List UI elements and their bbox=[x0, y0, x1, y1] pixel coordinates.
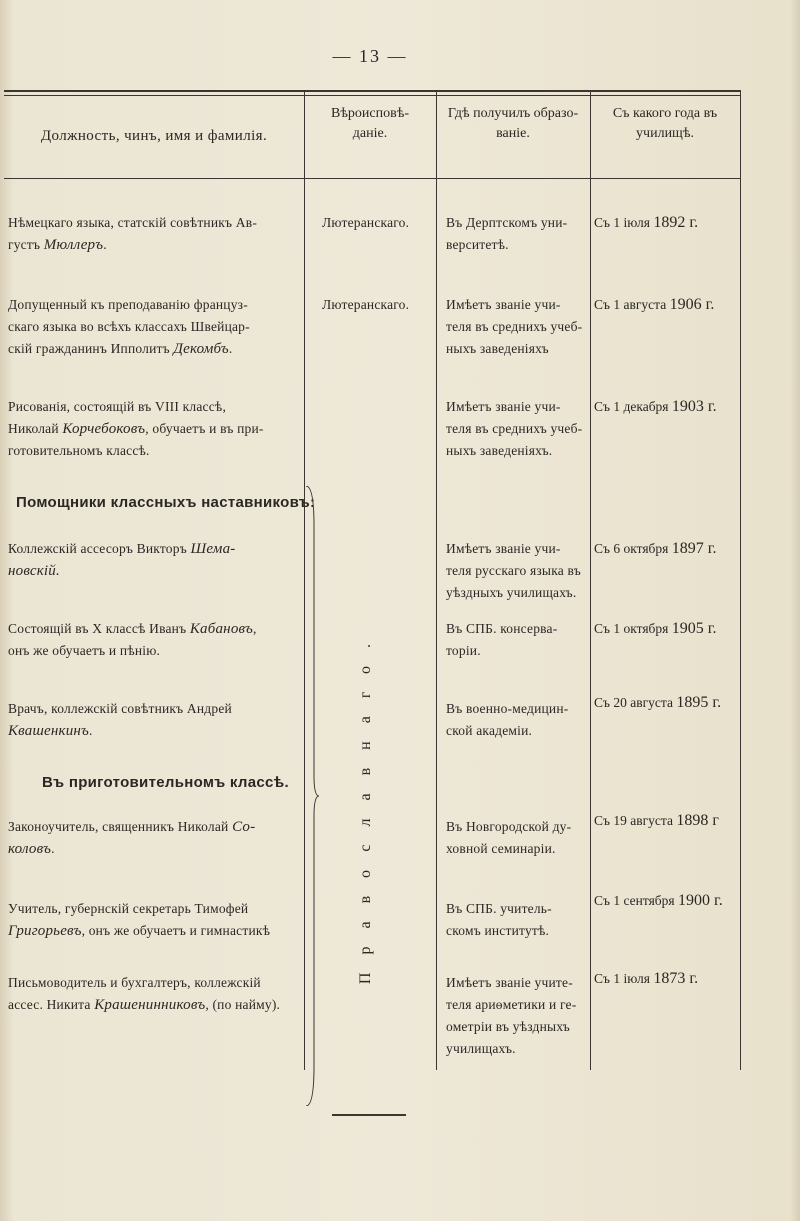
position-line: Нѣмецкаго языка, статскій совѣтникъ Ав- bbox=[8, 215, 258, 230]
table-row-position bbox=[8, 618, 302, 662]
education-line: торіи. bbox=[446, 643, 481, 658]
education-line: скомъ институтѣ. bbox=[446, 923, 550, 938]
position-line: Учитель, губернскій секретарь Тимофей bbox=[8, 901, 249, 916]
education-line: Въ военно-медицин- bbox=[446, 701, 569, 716]
header-since-line: училищѣ. bbox=[636, 126, 694, 141]
position-line: Состоящій въ X классѣ Иванъ bbox=[8, 621, 190, 636]
header-bottom-rule bbox=[4, 178, 740, 179]
position-line: готовительномъ классѣ. bbox=[8, 443, 150, 458]
education-value bbox=[446, 698, 568, 742]
education-value bbox=[446, 294, 582, 360]
staff-name-cont: коловъ bbox=[8, 841, 52, 857]
section-heading-assistants: Помощники классныхъ наставниковъ: bbox=[16, 494, 316, 511]
education-value bbox=[446, 396, 582, 462]
education-value bbox=[446, 898, 552, 942]
table-top-rule bbox=[4, 90, 740, 92]
education-line: Имѣетъ званіе учи- bbox=[446, 297, 561, 312]
header-religion bbox=[304, 104, 436, 144]
education-line: ныхъ заведеніяхъ bbox=[446, 341, 549, 356]
since-year: 1892 г. bbox=[653, 214, 699, 231]
since-value bbox=[594, 212, 742, 234]
table-row-position bbox=[8, 396, 302, 462]
education-line: теля въ среднихъ учеб- bbox=[446, 319, 583, 334]
staff-name: Декомбъ bbox=[173, 341, 229, 357]
religion-value: Лютеранскаго. bbox=[322, 297, 410, 312]
since-date: Съ 19 августа bbox=[594, 813, 677, 828]
position-line: скій гражданинъ Ипполитъ bbox=[8, 341, 174, 356]
education-line: Имѣетъ званіе учи- bbox=[446, 541, 561, 556]
name-suffix: . bbox=[89, 723, 93, 738]
education-line: Въ Новгородской ду- bbox=[446, 819, 572, 834]
education-line: теля въ среднихъ учеб- bbox=[446, 421, 583, 436]
staff-name: Мюллеръ bbox=[43, 237, 104, 253]
position-line: обучаетъ и въ при- bbox=[152, 421, 264, 436]
education-line: ской академіи. bbox=[446, 723, 533, 738]
since-year: 1906 г. bbox=[669, 296, 715, 313]
since-value bbox=[594, 890, 742, 912]
education-value bbox=[446, 212, 567, 256]
religion-value: Лютеранскаго. bbox=[322, 215, 410, 230]
since-year: 1903 г. bbox=[671, 398, 717, 415]
table-row-position bbox=[8, 698, 302, 742]
staff-name: Шема- bbox=[190, 541, 236, 557]
since-year: 1900 г. bbox=[678, 892, 723, 909]
since-date: Съ 1 сентября bbox=[594, 893, 678, 908]
staff-name: Кабановъ bbox=[189, 621, 254, 637]
position-line: Коллежскій ассесоръ Викторъ bbox=[8, 541, 191, 556]
since-date: Съ 1 декабря bbox=[594, 399, 672, 414]
position-line: ассес. Никита bbox=[8, 997, 95, 1012]
section-heading-preparatory: Въ приготовительномъ классѣ. bbox=[42, 774, 289, 791]
table-row-position bbox=[8, 816, 302, 860]
education-line: Въ СПБ. консерва- bbox=[446, 621, 558, 636]
table-top-rule-thin bbox=[4, 95, 740, 96]
header-education-line: ваніе. bbox=[496, 126, 530, 141]
education-line: уѣздныхъ училищахъ. bbox=[446, 585, 577, 600]
position-line: онъ же обучаетъ и гимнастикѣ bbox=[88, 923, 271, 938]
since-value bbox=[594, 618, 742, 640]
education-value bbox=[446, 618, 557, 662]
since-value bbox=[594, 538, 742, 560]
position-line: густъ bbox=[8, 237, 44, 252]
since-year: 1895 г. bbox=[676, 694, 722, 711]
grouping-brace bbox=[304, 486, 320, 1106]
staff-name: Корчебоковъ bbox=[62, 421, 146, 437]
name-suffix: , bbox=[253, 621, 257, 636]
education-value bbox=[446, 972, 576, 1060]
column-divider bbox=[436, 90, 437, 1070]
name-suffix: , bbox=[205, 997, 209, 1012]
table-row-position bbox=[8, 212, 302, 256]
education-line: Имѣетъ званіе учи- bbox=[446, 399, 561, 414]
education-line: ометріи въ уѣздныхъ bbox=[446, 1019, 570, 1034]
bottom-rule bbox=[332, 1114, 406, 1116]
since-value bbox=[594, 294, 742, 316]
education-line: теля русскаго языка въ bbox=[446, 563, 581, 578]
since-date: Съ 20 августа bbox=[594, 695, 677, 710]
education-value bbox=[446, 816, 571, 860]
header-religion-line: Вѣроисповѣ- bbox=[330, 106, 409, 121]
staff-name-cont: новскій. bbox=[8, 563, 60, 579]
education-value bbox=[446, 538, 581, 604]
staff-name: Со- bbox=[232, 819, 256, 835]
column-divider bbox=[740, 90, 741, 1070]
position-line: Врачъ, коллежскій совѣтникъ Андрей bbox=[8, 701, 232, 716]
staff-name: Квашенкинъ bbox=[8, 723, 90, 739]
name-suffix: . bbox=[51, 841, 55, 856]
since-value bbox=[594, 810, 742, 832]
name-suffix: . bbox=[228, 341, 233, 356]
name-suffix: , bbox=[81, 923, 86, 938]
name-suffix: . bbox=[103, 237, 107, 252]
since-date: Съ 1 октября bbox=[594, 621, 672, 636]
position-line: Письмоводитель и бухгалтеръ, коллежскій bbox=[8, 975, 261, 990]
header-since-line: Съ какого года въ bbox=[612, 106, 718, 121]
position-line: (по найму). bbox=[212, 997, 281, 1012]
position-line: скаго языка во всѣхъ классахъ Швейцар- bbox=[8, 319, 250, 334]
position-line: онъ же обучаетъ и пѣнію. bbox=[8, 643, 161, 658]
since-year: 1897 г. bbox=[671, 540, 717, 557]
education-line: Имѣетъ званіе учите- bbox=[446, 975, 573, 990]
page-number: — 13 — bbox=[332, 46, 408, 66]
since-date: Съ 1 августа bbox=[594, 297, 670, 312]
header-education bbox=[436, 104, 590, 144]
since-year: 1905 г. bbox=[671, 620, 717, 637]
position-line: Рисованія, состоящій въ VIII классѣ, bbox=[8, 399, 227, 414]
since-value bbox=[594, 968, 742, 990]
name-suffix: , bbox=[145, 421, 149, 436]
education-line: теля ариѳметики и ге- bbox=[446, 997, 577, 1012]
column-divider bbox=[590, 90, 591, 1070]
since-date: Съ 6 октября bbox=[594, 541, 672, 556]
staff-name: Крашенинниковъ bbox=[94, 997, 206, 1013]
since-year: 1898 г bbox=[676, 812, 719, 829]
table-row-position bbox=[8, 972, 306, 1016]
since-year: 1873 г. bbox=[653, 970, 699, 987]
header-religion-line: даніе. bbox=[352, 126, 388, 141]
table-row-position bbox=[8, 538, 302, 582]
education-line: ныхъ заведеніяхъ. bbox=[446, 443, 553, 458]
education-line: Въ СПБ. учитель- bbox=[446, 901, 552, 916]
staff-table bbox=[4, 90, 740, 1070]
since-date: Съ 1 іюля bbox=[594, 215, 654, 230]
table-row-position bbox=[8, 898, 302, 942]
staff-name: Григорьевъ bbox=[8, 923, 82, 939]
position-line: Допущенный къ преподаванію француз- bbox=[8, 297, 248, 312]
header-education-line: Гдѣ получилъ образо- bbox=[447, 106, 579, 121]
shared-religion-label: Православнаго. bbox=[357, 626, 374, 985]
education-line: училищахъ. bbox=[446, 1041, 516, 1056]
since-value bbox=[594, 396, 742, 418]
education-line: Въ Дерптскомъ уни- bbox=[446, 215, 568, 230]
header-since bbox=[590, 104, 740, 144]
position-line: Николай bbox=[8, 421, 63, 436]
since-date: Съ 1 іюля bbox=[594, 971, 654, 986]
since-value bbox=[594, 692, 742, 714]
education-line: ховной семинаріи. bbox=[446, 841, 556, 856]
table-row-position bbox=[8, 294, 302, 360]
education-line: верситетѣ. bbox=[446, 237, 509, 252]
header-position: Должность, чинъ, имя и фамилія. bbox=[40, 128, 268, 144]
position-line: Законоучитель, священникъ Николай bbox=[8, 819, 233, 834]
